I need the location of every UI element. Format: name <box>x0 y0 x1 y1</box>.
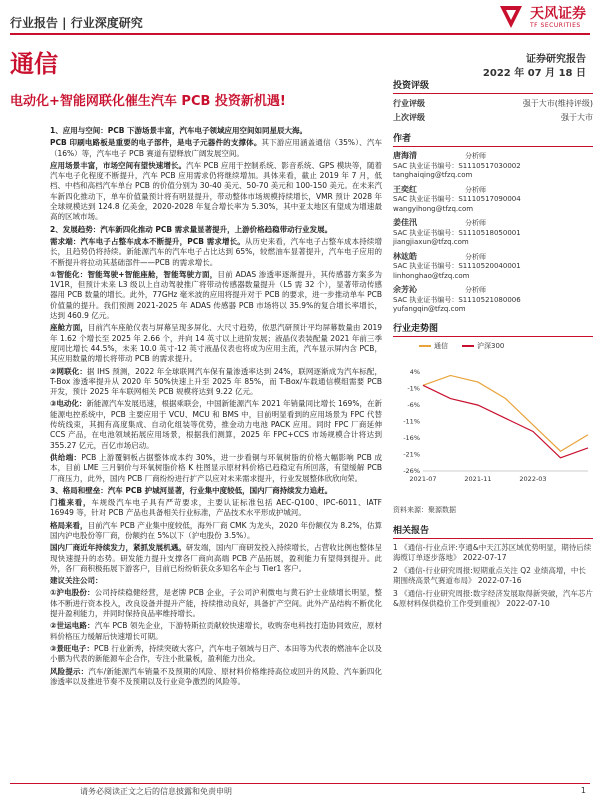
y-tick-label: -16% <box>403 433 420 442</box>
report-type: 证券研究报告 <box>526 54 586 65</box>
header-label: 行业报告 | 行业深度研究 <box>10 16 143 30</box>
analyst-cert: SAC 执业证书编号：S1110520040001 <box>393 262 521 270</box>
body-paragraph <box>50 323 382 364</box>
paragraph-lead: ②世运电路： <box>50 621 95 631</box>
related-title: 相关报告 <box>393 523 593 539</box>
related-list <box>393 543 593 609</box>
analyst-role: 分析师 <box>465 219 486 227</box>
analyst-card <box>393 285 593 315</box>
paragraph-lead: ③电动化： <box>50 399 87 409</box>
analyst-cert: SAC 执业证书编号：S1110521080006 <box>393 295 521 304</box>
analyst-card <box>393 185 593 215</box>
paragraph-text: 新能源汽车发展迅速，根据乘联会，中国新能源汽车 2021 年销量同比增长 169%，在新能源电控系统中，PCB 主要应用于 VCU、MCU 和 BMS 中，目前明显看到的应用场景为 FPC 代替传统线束，其拥有高度集成、自动化组装等优势，推金动力电池 PACK 应用。同时 FPC 厂商延伸 CCS 产品，在电池领域拓展应用场景，根据我们测算，2025 年 FPC+CCS 市场规模合计将达到 355.27 亿元，百亿市场启动。 <box>50 399 382 450</box>
analyst-name: 唐海清 <box>393 151 417 160</box>
related-report-link[interactable]: 2 《通信-行业研究周报:短期重点关注 Q2 业绩高增，中长期围绕高景气赛道布局》 2022-07-16 <box>393 565 586 585</box>
paragraph-lead: 供给端： <box>50 452 82 462</box>
section-heading: 3、格局和壁垒：汽车 PCB 护城河显著，行业集中度较低，国内厂商持续发力追赶。 <box>50 485 333 495</box>
tf-logo-icon <box>496 4 526 30</box>
y-tick-label: 4% <box>409 367 420 376</box>
paragraph-lead: ③景旺电子： <box>50 643 94 653</box>
analyst-role: 分析师 <box>465 252 486 261</box>
paragraph-text: 汽车 PCB 领先企业，下游特斯拉贡献较快速增长，收购奈电科技打造协同效应，原材料价格压力缓解后快速增长可期。 <box>50 621 382 641</box>
chart-title: 行业走势图 <box>393 321 593 337</box>
body-paragraph <box>50 667 382 688</box>
legend-item: 通信 <box>419 341 448 351</box>
header-rule <box>10 33 590 35</box>
legend-item: 沪深300 <box>462 341 504 351</box>
body-paragraph <box>50 453 382 484</box>
paragraph-text: 目前 ADAS 渗透率逐渐提升，其传感器方案多为 1V1R，但预计未来 L3 级以上自动驾驶推广将带动传感器数量提升（L5 需 32 个），显著带动传感器用 PCB 数量的增长。此外，77GHz 毫米波的应用将提升对于 PCB 的要求，进一步推动单车 PCB 价值量的提升。我们预测 2021-2025 年 ADAS 传感器 PCB 市场将以 35.9%的复合增长率增长，达到 460.9 亿元。 <box>50 269 382 321</box>
x-tick-label: 2022-03 <box>519 474 547 483</box>
paragraph-lead: ②网联化： <box>50 366 88 376</box>
analyst-cert: SAC 执业证书编号：S1110517030002 <box>393 161 521 170</box>
industry-title: 通信 <box>10 50 58 78</box>
report-date: 2022 年 07 月 18 日 <box>482 68 586 79</box>
analyst-role: 分析师 <box>465 152 486 160</box>
paragraph-lead: 座舱方面， <box>50 323 88 333</box>
paragraph-text: 从历史来看，汽车电子占整车成本持续增长，且趋势仍将持续。新能源汽车的汽车电子占比达到 65%，较燃油车显著提升，汽车电子应用的不断提升将拉动其基础部件——PCB 的需求增长。 <box>50 236 383 267</box>
rating-row-industry <box>393 98 593 109</box>
logo-cn: 天风证券 <box>530 5 586 22</box>
paragraph-text: PCB 行业新秀，持续突破大客户，汽车电子领域与日产、本田等为代表的燃油车企以及小鹏为代表的新能源车企合作，专注小批量板，盈利能力出众。 <box>50 643 382 664</box>
rating-row-previous <box>393 112 593 123</box>
y-tick-label: -6% <box>407 400 420 409</box>
headline: 电动化+智能网联化催生汽车 PCB 投资新机遇! <box>10 94 286 109</box>
paragraph-text: 其下游应用涵盖通信（35%）、汽车（16%）等，汽车电子 PCB 赛道有望释放广阔发展空间。 <box>50 138 383 158</box>
paragraph-lead: 国内厂商近年持续发力，紧抓发展机遇。 <box>50 543 186 553</box>
analyst-email[interactable]: linhonghao@tfzq.com <box>393 271 470 280</box>
body-paragraph <box>50 543 382 574</box>
paragraph-lead: 格局来看， <box>50 520 88 530</box>
paragraph-text: 公司持续稳健经营，是老牌 PCB 企业，子公司沪利微电与黄石沪士业绩增长明显，整体不断进行资本投入，改良设备并提升产能，持续推动良好，具备扩产空间。此外产品结构不断优化提升盈利能力，并同时保持良品率维持增长。 <box>50 588 382 619</box>
body-paragraph <box>50 521 382 542</box>
body-paragraph <box>50 498 382 519</box>
authors-title: 作者 <box>393 131 593 147</box>
paragraph-text: 车规级汽车电子具有严苛要求，主要认证标准包括 AEC-Q100、IPC-6011、IATF 16949 等，针对 PCB 产品也具备相关行业标准，产品技术水平形成护城河。 <box>50 498 383 518</box>
paragraph-lead: 应用场景丰富，市场空间有望快速增长。 <box>50 160 187 170</box>
body-paragraph <box>50 237 382 268</box>
analyst-name: 林竑皓 <box>393 251 417 261</box>
chart-legend <box>419 341 593 351</box>
paragraph-lead: 需求端：汽车电子占整车成本不断提升，PCB 需求增长。 <box>50 236 245 246</box>
chart-source: 资料来源：聚源数据 <box>393 505 456 514</box>
y-tick-label: -26% <box>403 466 420 475</box>
sidebar <box>393 78 593 612</box>
paragraph-lead: ①沪电股份： <box>50 588 95 598</box>
paragraph-text: 据 IHS 预测，2022 年全球联网汽车保有量渗透率达到 24%，联网逐渐成为汽车标配，T-Box 渗透率提升从 2020 年 50%快速上升至 2025 年 85%，而 T-Box/车载通信模组需要 PCB 开发，预计 2025 年车联网相关 PCB 规模将达到 9.22 亿元。 <box>50 366 382 397</box>
analyst-cert: SAC 执业证书编号：S1110518050001 <box>393 228 521 237</box>
rating-key: 上次评级 <box>393 113 425 122</box>
rating-key: 行业评级 <box>393 99 425 108</box>
paragraph-lead: 门槛来看， <box>50 498 92 508</box>
paragraph-text: 目前汽车座舱仪表与屏幕呈现多屏化、大尺寸趋势，依思汽研预计平均屏幕数量由 2019 年 1.62 个增长至 2025 年 2.66 个，并向 14 英寸以上进阶发展；液晶仪表装配量 2021 年前三季度同比增长 44.5%，未来 10.0 英寸-12 英寸液晶仪表也将成为应用主流，汽车显示屏内含 PCB，其应用数量的增长将带动 PCB 的需求提升。 <box>50 323 383 364</box>
logo-en: TF SECURITIES <box>530 21 581 29</box>
body-paragraph <box>50 644 382 665</box>
y-tick-label: -1% <box>407 384 420 393</box>
analyst-email[interactable]: tanghaiqing@tfzq.com <box>393 171 473 179</box>
rating-value: 强于大市(维持评级) <box>522 99 593 108</box>
analyst-name: 余芳沁 <box>393 285 417 294</box>
logo <box>496 4 586 30</box>
paragraph-lead: PCB 印刷电路板是重要的电子部件，是电子元器件的支撑体。 <box>50 138 262 148</box>
analyst-email[interactable]: wangyihong@tfzq.com <box>393 204 474 213</box>
paragraph-text: 目前汽车 PCB 产业集中度较低，海外厂商 CMK 为龙头，2020 年份额仅为 8.2%，估算国内沪电股份等厂商，份额约在 5%以下（沪电股份 3.5%）。 <box>50 520 383 540</box>
analyst-card <box>393 151 593 181</box>
analyst-name: 王奕红 <box>393 184 417 194</box>
x-tick-label: 2021-07 <box>409 474 437 483</box>
body-paragraph <box>50 588 382 619</box>
y-tick-label: -11% <box>403 417 420 426</box>
analyst-role: 分析师 <box>465 286 486 294</box>
body-paragraph <box>50 367 382 398</box>
rating-value: 强于大市 <box>561 113 593 122</box>
body-paragraph <box>50 138 382 159</box>
analyst-card <box>393 218 593 248</box>
series-line-0 <box>423 375 588 451</box>
body-paragraph <box>50 621 382 642</box>
analyst-name: 姜佳汛 <box>393 218 417 227</box>
analyst-role: 分析师 <box>465 185 486 194</box>
paragraph-text: 汽车/新能源汽车销量不及预期的风险、原材料价格维持高位或回升的风险、汽车新四化渗透率以及推进节奏不及预期以及行业竞争激烈的风险等。 <box>50 666 382 686</box>
footer-disclaimer: 请务必阅读正文之后的信息披露和免责申明 <box>80 787 232 796</box>
related-report-link[interactable]: 1 《通信-行业点评:亨通&中天江苏区域优势明显，期待后续海缆订单逐步落地》 2022-07-17 <box>393 542 592 562</box>
analyst-email[interactable]: jiangjiaxun@tfzq.com <box>393 238 469 246</box>
trend-chart-svg <box>393 353 593 493</box>
analyst-card <box>393 252 593 282</box>
analyst-cert: SAC 执业证书编号：S1110517090004 <box>393 195 521 203</box>
paragraph-lead: 风险提示： <box>50 666 89 676</box>
rating-title: 投资评级 <box>393 78 593 94</box>
body-paragraph <box>50 399 382 450</box>
x-tick-label: 2021-11 <box>464 474 492 483</box>
section-heading: 2、发展趋势：汽车新四化推动 PCB 需求量显著提升，上游价格趋稳带动行业发展。 <box>50 224 333 234</box>
paragraph-text: PCB 上游覆铜板占据整体成本约 30%，进一步看铜与环氧树脂的价格大幅影响 PCB 成本，目前 LME 三月铜价与环氧树脂价格 K 柱图显示原材料价格已趋稳定有所回落，有望缓解 PCB 厂商压力，此外，国内 PCB 厂商纷纷进行扩产以应对未来需求提升，行业发展整体欣欣向荣。 <box>50 452 383 483</box>
main-body <box>50 124 382 689</box>
section-heading: 1、应用与空间：PCB 下游场景丰富，汽车电子领域应用空间如同星辰大海。 <box>50 126 308 135</box>
analyst-email[interactable]: yufangqin@tfzq.com <box>393 305 466 313</box>
page-number: 1 <box>580 786 586 795</box>
paragraph-text: 研发端，国内厂商研发投入持续增长，占营收比例也整体呈现快速提升的态势。研发能力提升支撑各厂商向高端 PCB 产品拓展，盈利能力有望得到提升。此外，各厂商积极拓展下游客户，目前已纷纷斩获众多知名车企与 Tier1 客户。 <box>50 543 383 573</box>
series-line-1 <box>423 385 588 457</box>
y-tick-label: -21% <box>403 450 420 459</box>
paragraph-lead: ①智能化：智能驾驶+智能座舱，智能驾驶方面， <box>50 269 218 279</box>
paragraph-text: 汽车 PCB 应用于控制系统、影音系统、GPS 模块等，随着汽车电子化程度不断提升，汽车 PCB 应用需求仍将继续增加。具体来看，截止 2019 年 7 月，低档、中档和高档汽车单台 PCB 的价值分别为 30-40 美元、50-70 美元和 100-150 美元。在未来汽车新四化推动下，单车价值量预计将有明显提升，带动整体市场规模持续增长，VMR 预计 2028 年全球规模达到 124.8 亿美金，2020-2028 年复合增长率为 5.30%，其中亚太地区有望成为增速最高的区域市场。 <box>50 160 382 222</box>
trend-chart <box>393 353 593 503</box>
body-paragraph <box>50 270 382 321</box>
body-paragraph <box>50 161 382 223</box>
related-report-link[interactable]: 3 《通信-行业研究周报:数字经济发展取得新突破，汽车芯片&原材料保供稳价工作受到重视》 2022-07-10 <box>393 588 593 608</box>
footer-rule <box>10 783 590 784</box>
section-heading: 建议关注公司： <box>50 576 103 586</box>
analyst-list <box>393 151 593 315</box>
